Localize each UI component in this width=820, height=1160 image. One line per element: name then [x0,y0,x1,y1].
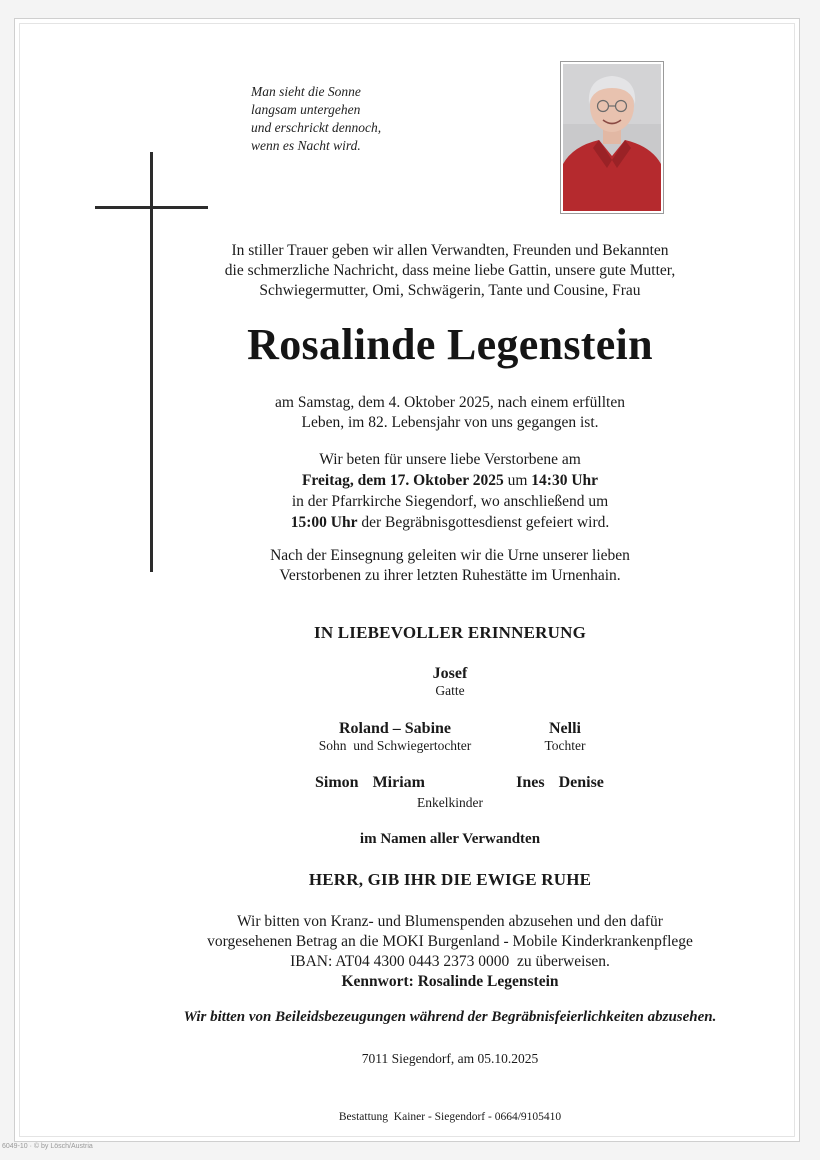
print-code: 6049-10 · © by Lösch/Austria [2,1143,93,1150]
grandchild-name: Miriam [372,774,425,791]
son-role: Sohn und Schwiegertochter [318,738,472,753]
death-notice-line: am Samstag, dem 4. Oktober 2025, nach einem erfüllten [275,394,625,411]
death-notice-line: Leben, im 82. Lebensjahr von uns gegangen ist. [301,414,599,431]
portrait-image [563,64,661,211]
ceremony-info [135,449,765,533]
mass-text: der Begräbnisgottesdienst gefeiert wird. [357,514,610,531]
family-spouse [135,665,765,699]
spouse-name: Josef [432,665,468,682]
mass-time: 15:00 Uhr [290,514,358,531]
burial-line: Verstorbenen zu ihrer letzten Ruhestätte im Urnenhain. [279,567,621,584]
grandchildren-group-a [295,774,445,792]
intro-line: die schmerzliche Nachricht, dass meine liebe Gattin, unsere gute Mutter, [224,262,676,279]
son-name: Roland – Sabine [338,720,452,737]
place-date: 7011 Siegendorf, am 05.10.2025 [361,1051,539,1066]
grandchildren-role: Enkelkinder [417,795,483,810]
grandchild-name: Simon [315,774,359,791]
family-daughter [515,720,615,754]
obituary-page [14,18,800,1142]
memory-heading: IN LIEBEVOLLER ERINNERUNG [314,623,586,642]
ceremony-line: Wir beten für unsere liebe Verstorbene am [319,451,581,468]
ceremony-time: 14:30 Uhr [531,472,599,489]
poem-line: wenn es Nacht wird. [251,138,361,153]
cross-horizontal-bar [95,206,208,209]
daughter-name: Nelli [549,720,581,737]
donation-line: vorgesehenen Betrag an die MOKI Burgenland - Mobile Kinderkrankenpflege [207,933,693,950]
family-son [295,720,495,754]
deceased-name: Rosalinde Legenstein [247,320,653,369]
funeral-home-footer: Bestattung Kainer - Siegendorf - 0664/9105410 [338,1111,562,1123]
poem-line: Man sieht die Sonne [251,84,361,99]
grandchild-name: Ines [516,774,545,791]
poem-line: langsam untergehen [251,102,361,117]
poem-line: und erschrickt dennoch, [251,120,382,135]
poem [251,83,511,155]
prayer-line: HERR, GIB IHR DIE EWIGE RUHE [308,870,592,889]
donation-line: Wir bitten von Kranz- und Blumenspenden abzusehen und den dafür [237,913,663,930]
intro-text [135,241,765,301]
donation-keyword: Kennwort: Rosalinde Legenstein [341,973,559,990]
grandchildren-group-b [495,774,625,792]
spouse-role: Gatte [435,683,465,698]
ceremony-line: in der Pfarrkirche Siegendorf, wo anschließend um [291,493,609,510]
donation-iban: IBAN: AT04 4300 0443 2373 0000 zu überweisen. [290,953,610,970]
relatives-line: im Namen aller Verwandten [359,831,541,847]
daughter-role: Tochter [544,738,586,753]
ceremony-date: Freitag, dem 17. Oktober 2025 [301,472,504,489]
ceremony-connector: um [503,472,532,489]
mass-line [135,512,765,533]
condolence-note: Wir bitten von Beileidsbezeugungen während der Begräbnisfeierlichkeiten abzusehen. [183,1009,717,1025]
donation-request [135,912,765,992]
burial-line: Nach der Einsegnung geleiten wir die Urne unserer lieben [270,547,630,564]
grandchild-name: Denise [558,774,604,791]
burial-info [135,546,765,586]
intro-line: Schwiegermutter, Omi, Schwägerin, Tante und Cousine, Frau [259,282,641,299]
intro-line: In stiller Trauer geben wir allen Verwandten, Freunden und Bekannten [231,242,669,259]
death-notice [135,393,765,433]
portrait-photo [560,61,664,214]
ceremony-date-line [135,470,765,491]
